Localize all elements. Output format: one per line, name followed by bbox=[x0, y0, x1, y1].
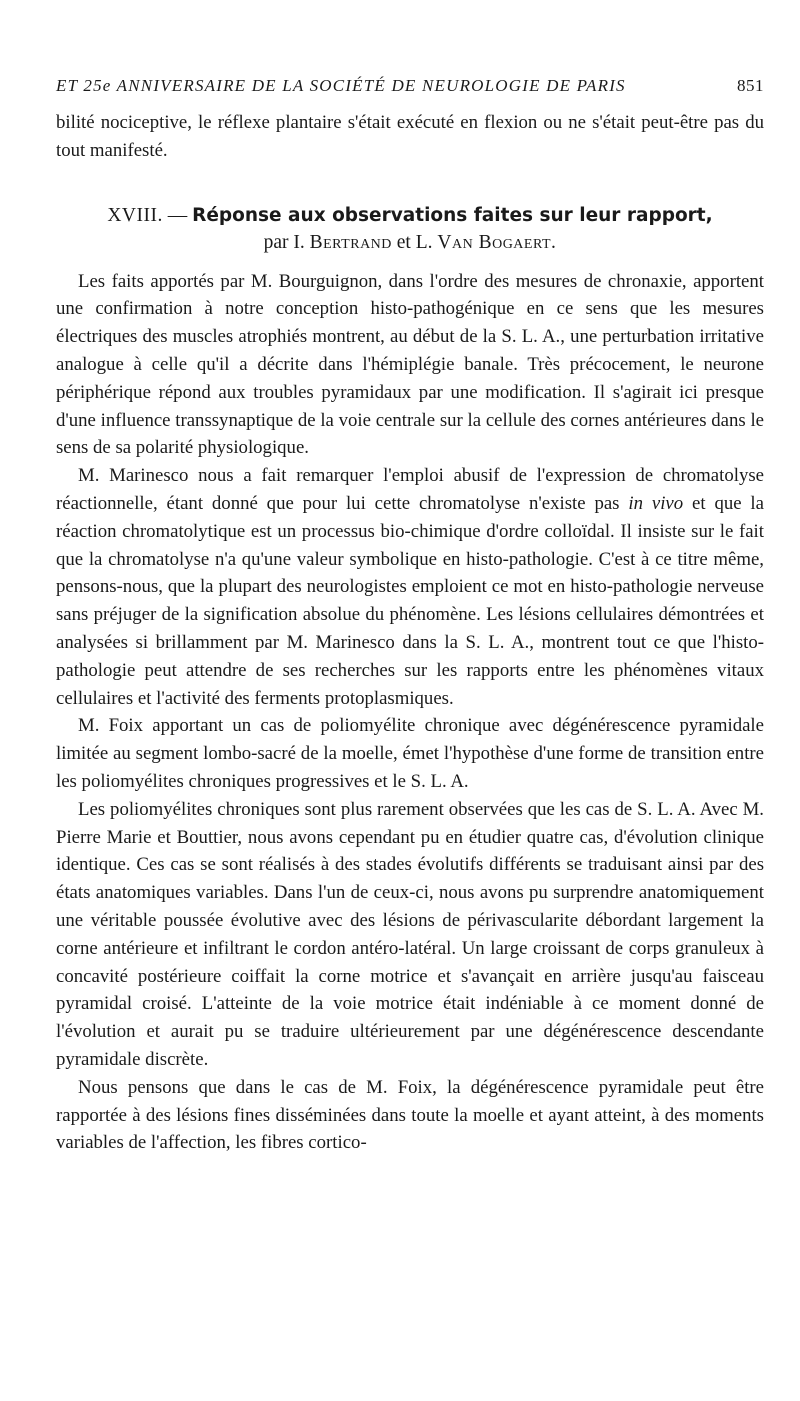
section-title: Réponse aux observations faites sur leur rapport, bbox=[192, 204, 713, 226]
paragraph-foix: M. Foix apportant un cas de poliomyélite chronique avec dégénérescence pyramidale limitée au segment lombo-sacré de la moelle, émet l'hypothèse d'une forme de transition entre les poliomyélites chroniques progressives et le S. L. A. bbox=[56, 715, 764, 792]
section-number: XVIII. bbox=[107, 204, 163, 226]
section-dash: — bbox=[167, 204, 188, 226]
section-by: par bbox=[263, 232, 289, 254]
paragraph-poliomyelites: Les poliomyélites chroniques sont plus rarement observées que les cas de S. L. A. Avec M. Pierre Marie et Bouttier, nous avons cependant pu en étudier quatre cas, d'évolution clinique identique. Ces cas se sont réalisés à des stades évolutifs différents se traduisant ainsi par des états anatomiques variables. Dans l'un de ceux-ci, nous avons pu surprendre anatomiquement une véritable poussée évolutive avec des lésions de périvascularite débordant largement la corne antérieure et infiltrant le cordon antéro-latéral. Un large croissant de corps granuleux à concavité postérieure coiffait la corne motrice et s'avançait en arrière jusqu'au faisceau pyramidal croisé. L'atteinte de la voie motrice était indéniable à ce moment donné de l'évolution et aurait pu se traduire ultérieurement par une dégénérescence descendante pyramidale discrète. bbox=[56, 798, 764, 1070]
running-head-title: ET 25e ANNIVERSAIRE DE LA SOCIÉTÉ DE NEUROLOGIE DE PARIS bbox=[56, 76, 626, 95]
page-number: 851 bbox=[737, 76, 764, 95]
paragraph-marinesco-italic: in vivo bbox=[628, 492, 684, 514]
author-2-name: Van Bogaert. bbox=[437, 232, 557, 254]
paragraph-marinesco bbox=[56, 462, 764, 712]
paragraph-conclusion: Nous pensons que dans le cas de M. Foix, la dégénérescence pyramidale peut être rapportée à des lésions fines disséminées dans toute la moelle et ayant atteint, à des moments variables de l'affection, les fibres cortico- bbox=[56, 1076, 764, 1154]
continuation-paragraph: bilité nociceptive, le réflexe plantaire s'était exécuté en flexion ou ne s'était peut-être pas du tout manifesté. bbox=[56, 112, 764, 161]
author-1-initial: I. bbox=[293, 232, 305, 254]
paragraph-marinesco-part-1: M. Marinesco nous a fait remarquer l'emploi abusif de l'expression de chromatolyse réactionnelle, étant donné que pour lui cette chromatolyse n'existe pas bbox=[56, 465, 764, 514]
author-1-name: Bertrand bbox=[309, 232, 392, 254]
author-2-initial: L. bbox=[415, 232, 433, 254]
section-and: et bbox=[396, 232, 411, 254]
section-heading bbox=[56, 202, 764, 257]
body-text bbox=[56, 109, 764, 1157]
paragraph-bourguignon: Les faits apportés par M. Bourguignon, dans l'ordre des mesures de chronaxie, apportent une confirmation à notre conception histo-pathogénique en ce sens que les mesures électriques des muscles atrophiés montrent, au début de la S. L. A., une perturbation irritative analogue à celle qu'il a décrite dans l'hémiplégie banale. Très précocement, le neurone périphérique répond aux troubles pyramidaux par une modification. Il s'agirait ici presque d'une influence transsynaptique de la voie centrale sur la cellule des cornes antérieures dans le sens de sa polarité physiologique. bbox=[56, 270, 764, 459]
paragraph-marinesco-part-2: et que la réaction chromatolytique est un processus bio-chimique d'ordre colloïdal. Il insiste sur le fait que la chromatolyse n'a qu'une valeur symbolique en histo-pathologie. C'est à ce titre même, pensons-nous, que la plupart des neurologistes emploient ce mot en histo-pathologie nerveuse sans préjuger de la signification absolue du phénomène. Les lésions cellulaires démontrées et analysées si brillamment par M. Marinesco dans la S. L. A., montrent tout ce que l'histo-pathologie peut attendre de ses recherches sur les rapports entre les phénomènes vitaux cellulaires et l'activité des ferments protoplasmiques. bbox=[56, 492, 764, 709]
running-head bbox=[56, 76, 764, 96]
